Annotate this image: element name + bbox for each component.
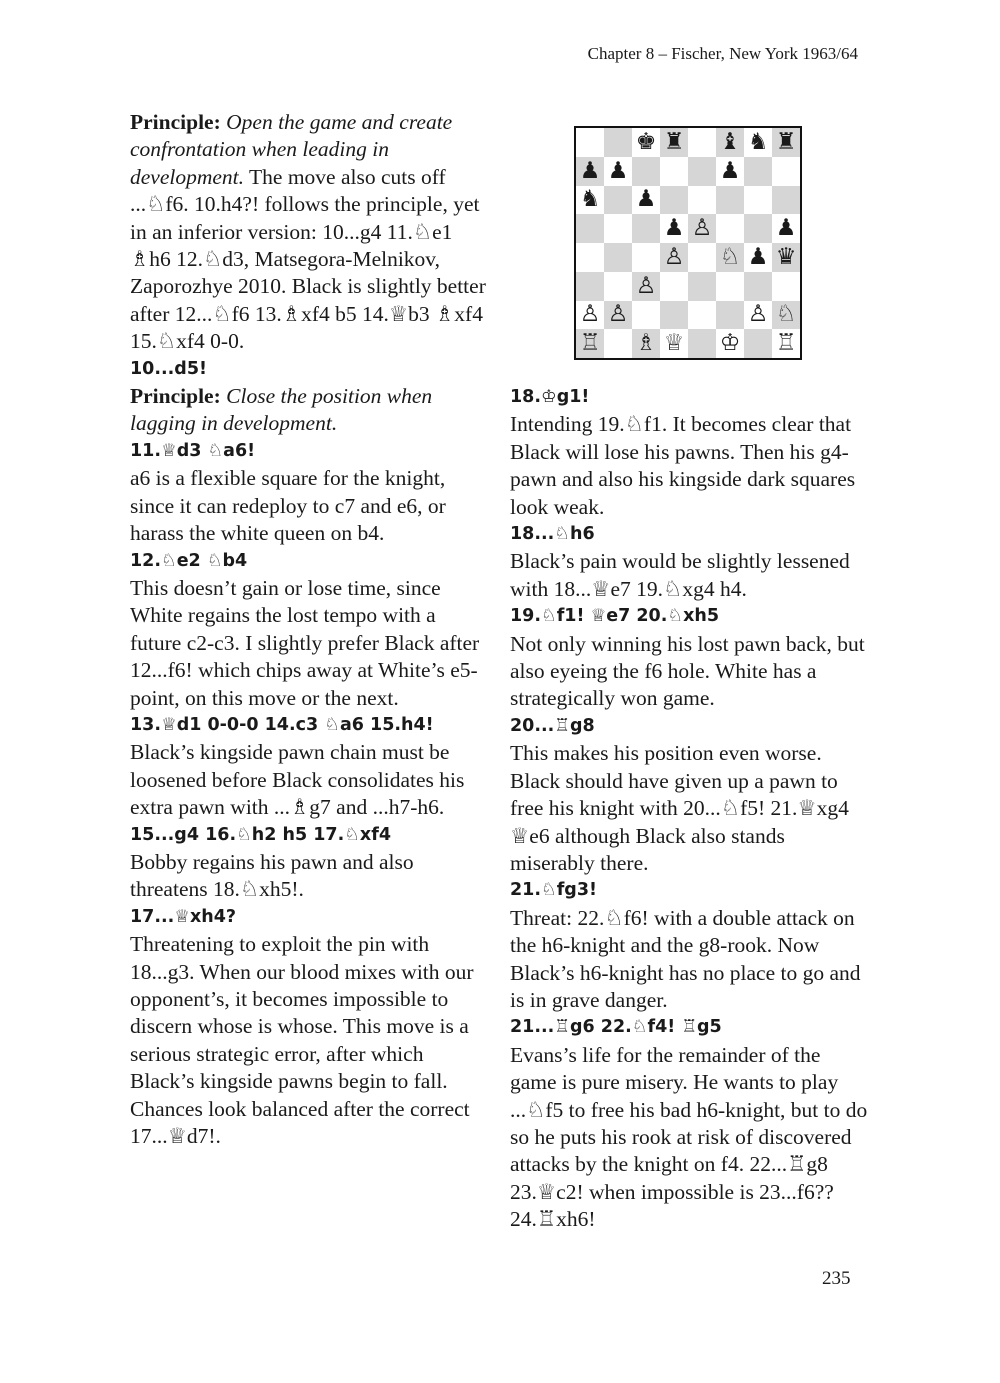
right-column: [510, 384, 868, 1234]
board-square: [772, 301, 800, 330]
board-square: [688, 329, 716, 358]
commentary-paragraph: Bobby regains his pawn and also threatens 18.♘xh5!.: [130, 849, 414, 902]
board-square: [688, 157, 716, 186]
chess-piece-icon: ♙: [635, 272, 657, 299]
board-square: [632, 243, 660, 272]
chess-piece-icon: ♜: [775, 128, 797, 155]
board-square: [716, 301, 744, 330]
board-square: [716, 157, 744, 186]
board-square: [660, 301, 688, 330]
board-square: [772, 128, 800, 157]
running-head: Chapter 8 – Fischer, New York 1963/64: [587, 44, 858, 63]
board-square: [660, 128, 688, 157]
principle-label: Principle:: [130, 384, 221, 409]
chess-piece-icon: ♙: [663, 243, 685, 270]
board-square: [688, 272, 716, 301]
board-square: [604, 214, 632, 243]
board-square: [744, 301, 772, 330]
move-heading: 12.♘e2 ♘b4: [130, 550, 248, 571]
principle-text: Open the game and create confrontation when leading in development.: [130, 110, 453, 189]
board-square: [660, 214, 688, 243]
board-square: [716, 243, 744, 272]
board-square: [632, 186, 660, 215]
board-square: [716, 186, 744, 215]
chess-piece-icon: ♖: [579, 330, 601, 357]
board-square: [660, 329, 688, 358]
board-square: [576, 243, 604, 272]
move-heading: 20...♖g8: [510, 715, 595, 736]
commentary-paragraph: Not only winning his lost pawn back, but also eyeing the f6 hole. White has a strategically won game.: [510, 631, 865, 711]
chess-piece-icon: ♙: [579, 301, 601, 328]
board-square: [744, 214, 772, 243]
commentary-paragraph: This makes his position even worse. Black should have given up a pawn to free his knight with 20...♘f5! 21.♕xg4 ♕e6 although Black also stands miserably there.: [510, 741, 849, 875]
board-square: [744, 157, 772, 186]
board-square: [688, 186, 716, 215]
board-square: [688, 128, 716, 157]
move-heading: 19.♘f1! ♕e7 20.♘xh5: [510, 606, 719, 627]
board-square: [576, 329, 604, 358]
board-square: [716, 329, 744, 358]
chess-piece-icon: ♕: [663, 330, 685, 357]
chess-piece-icon: ♖: [775, 330, 797, 357]
commentary-paragraph: Threat: 22.♘f6! with a double attack on the h6-knight and the g8-rook. Now Black’s h6-knight has no place to go and is in grave danger.: [510, 905, 861, 1012]
board-square: [688, 301, 716, 330]
board-square: [576, 301, 604, 330]
chess-piece-icon: ♙: [607, 301, 629, 328]
chess-diagram: [574, 126, 802, 360]
board-square: [632, 301, 660, 330]
chess-piece-icon: ♘: [775, 301, 797, 328]
board-square: [772, 214, 800, 243]
chess-piece-icon: ♝: [719, 128, 741, 155]
board-square: [688, 243, 716, 272]
board-square: [660, 272, 688, 301]
chess-piece-icon: ♞: [579, 186, 601, 213]
board-square: [744, 186, 772, 215]
commentary-paragraph: Black’s pain would be slightly lessened with 18...♕e7 19.♘xg4 h4.: [510, 549, 850, 601]
board-square: [576, 128, 604, 157]
board-square: [604, 128, 632, 157]
board-square: [632, 329, 660, 358]
move-heading: 13.♕d1 0-0-0 14.c3 ♘a6 15.h4!: [130, 714, 434, 735]
board-square: [772, 186, 800, 215]
chess-piece-icon: ♟: [607, 157, 629, 184]
commentary-paragraph: This doesn’t gain or lose time, since White regains the lost tempo with a future c2-c3. I slightly prefer Black after 12...f6! which chips away at White’s e5-point, on this move or the next.: [130, 575, 480, 710]
chess-piece-icon: ♟: [663, 215, 685, 242]
move-heading: 18.♔g1!: [510, 387, 590, 407]
move-heading: 15...g4 16.♘h2 h5 17.♘xf4: [130, 824, 392, 845]
board-square: [632, 272, 660, 301]
principle-paragraph: [130, 109, 488, 356]
board-square: [604, 157, 632, 186]
board-square: [772, 243, 800, 272]
commentary-paragraph: Evans’s life for the remainder of the game is pure misery. He wants to play ...♘f5 to free his bad h6-knight, but to do so he puts his rook at risk of discovered attacks by the knight on f4. 22...♖g8 23.♕c2! when impossible is 23...f6?? 24.♖xh6!: [510, 1042, 868, 1232]
chess-piece-icon: ♛: [775, 243, 797, 270]
move-heading: 10...d5!: [130, 358, 207, 379]
board-square: [632, 214, 660, 243]
board-square: [716, 128, 744, 157]
board-square: [604, 243, 632, 272]
chess-piece-icon: ♙: [747, 301, 769, 328]
board-square: [744, 128, 772, 157]
commentary-text: The move also cuts off ...♘f6. 10.h4?! follows the principle, yet in an inferior version: 10...g4 11.♘e1 ♗h6 12.♘d3, Matsegora-Melnikov, Zaporozhye 2010. Black is slightly better after 12...♘f6 13.♗xf4 b5 14.♕b3 ♗xf4 15.♘xf4 0-0.: [130, 164, 486, 354]
commentary-paragraph: Intending 19.♘f1. It becomes clear that Black will lose his pawns. Then his g4-pawn and also his kingside dark squares look weak.: [510, 412, 856, 519]
chess-piece-icon: ♚: [635, 128, 657, 155]
move-heading: 21...♖g6 22.♘f4! ♖g5: [510, 1017, 722, 1038]
move-heading: 21.♘fg3!: [510, 880, 597, 901]
chess-piece-icon: ♞: [747, 128, 769, 155]
board-square: [660, 157, 688, 186]
move-heading: 18...♘h6: [510, 524, 595, 545]
chess-piece-icon: ♜: [663, 128, 685, 155]
board-square: [744, 329, 772, 358]
board-square: [744, 243, 772, 272]
board-square: [604, 186, 632, 215]
page-number: 235: [822, 1268, 851, 1289]
board-square: [632, 157, 660, 186]
board-square: [716, 214, 744, 243]
board-square: [632, 128, 660, 157]
board-square: [772, 272, 800, 301]
commentary-paragraph: a6 is a flexible square for the knight, since it can redeploy to c7 and e6, or harass the white queen on b4.: [130, 466, 446, 546]
board-square: [660, 186, 688, 215]
board-square: [604, 272, 632, 301]
commentary-paragraph: Threatening to exploit the pin with 18...g3. When our blood mixes with our opponent’s, it becomes impossible to discern whose is whose. This move is a serious strategic error, after which Black’s kingside pawns begin to fall. Chances look balanced after the correct 17...♕d7!.: [130, 932, 474, 1149]
chess-piece-icon: ♟: [579, 157, 601, 184]
chess-piece-icon: ♗: [635, 330, 657, 357]
principle-paragraph: [130, 383, 488, 438]
board-square: [576, 186, 604, 215]
chess-piece-icon: ♟: [747, 243, 769, 270]
principle-text: Close the position when lagging in development.: [130, 384, 433, 436]
board-square: [772, 329, 800, 358]
board-square: [576, 272, 604, 301]
board-square: [576, 157, 604, 186]
board-square: [744, 272, 772, 301]
chess-piece-icon: ♙: [691, 215, 713, 242]
commentary-paragraph: Black’s kingside pawn chain must be loosened before Black consolidates his extra pawn with ...♗g7 and ...h7-h6.: [130, 740, 465, 820]
board-square: [660, 243, 688, 272]
chess-piece-icon: ♟: [635, 186, 657, 213]
board-square: [772, 157, 800, 186]
left-column: [130, 109, 488, 1150]
chess-piece-icon: ♟: [719, 157, 741, 184]
move-heading: 17...♕xh4?: [130, 906, 237, 927]
chess-board: [576, 128, 800, 358]
board-square: [688, 214, 716, 243]
board-square: [576, 214, 604, 243]
board-square: [604, 329, 632, 358]
move-heading: 11.♕d3 ♘a6!: [130, 440, 256, 461]
chess-piece-icon: ♘: [719, 243, 741, 270]
board-square: [604, 301, 632, 330]
board-square: [716, 272, 744, 301]
chess-piece-icon: ♟: [775, 215, 797, 242]
principle-label: Principle:: [130, 110, 221, 134]
chess-piece-icon: ♔: [719, 330, 741, 357]
